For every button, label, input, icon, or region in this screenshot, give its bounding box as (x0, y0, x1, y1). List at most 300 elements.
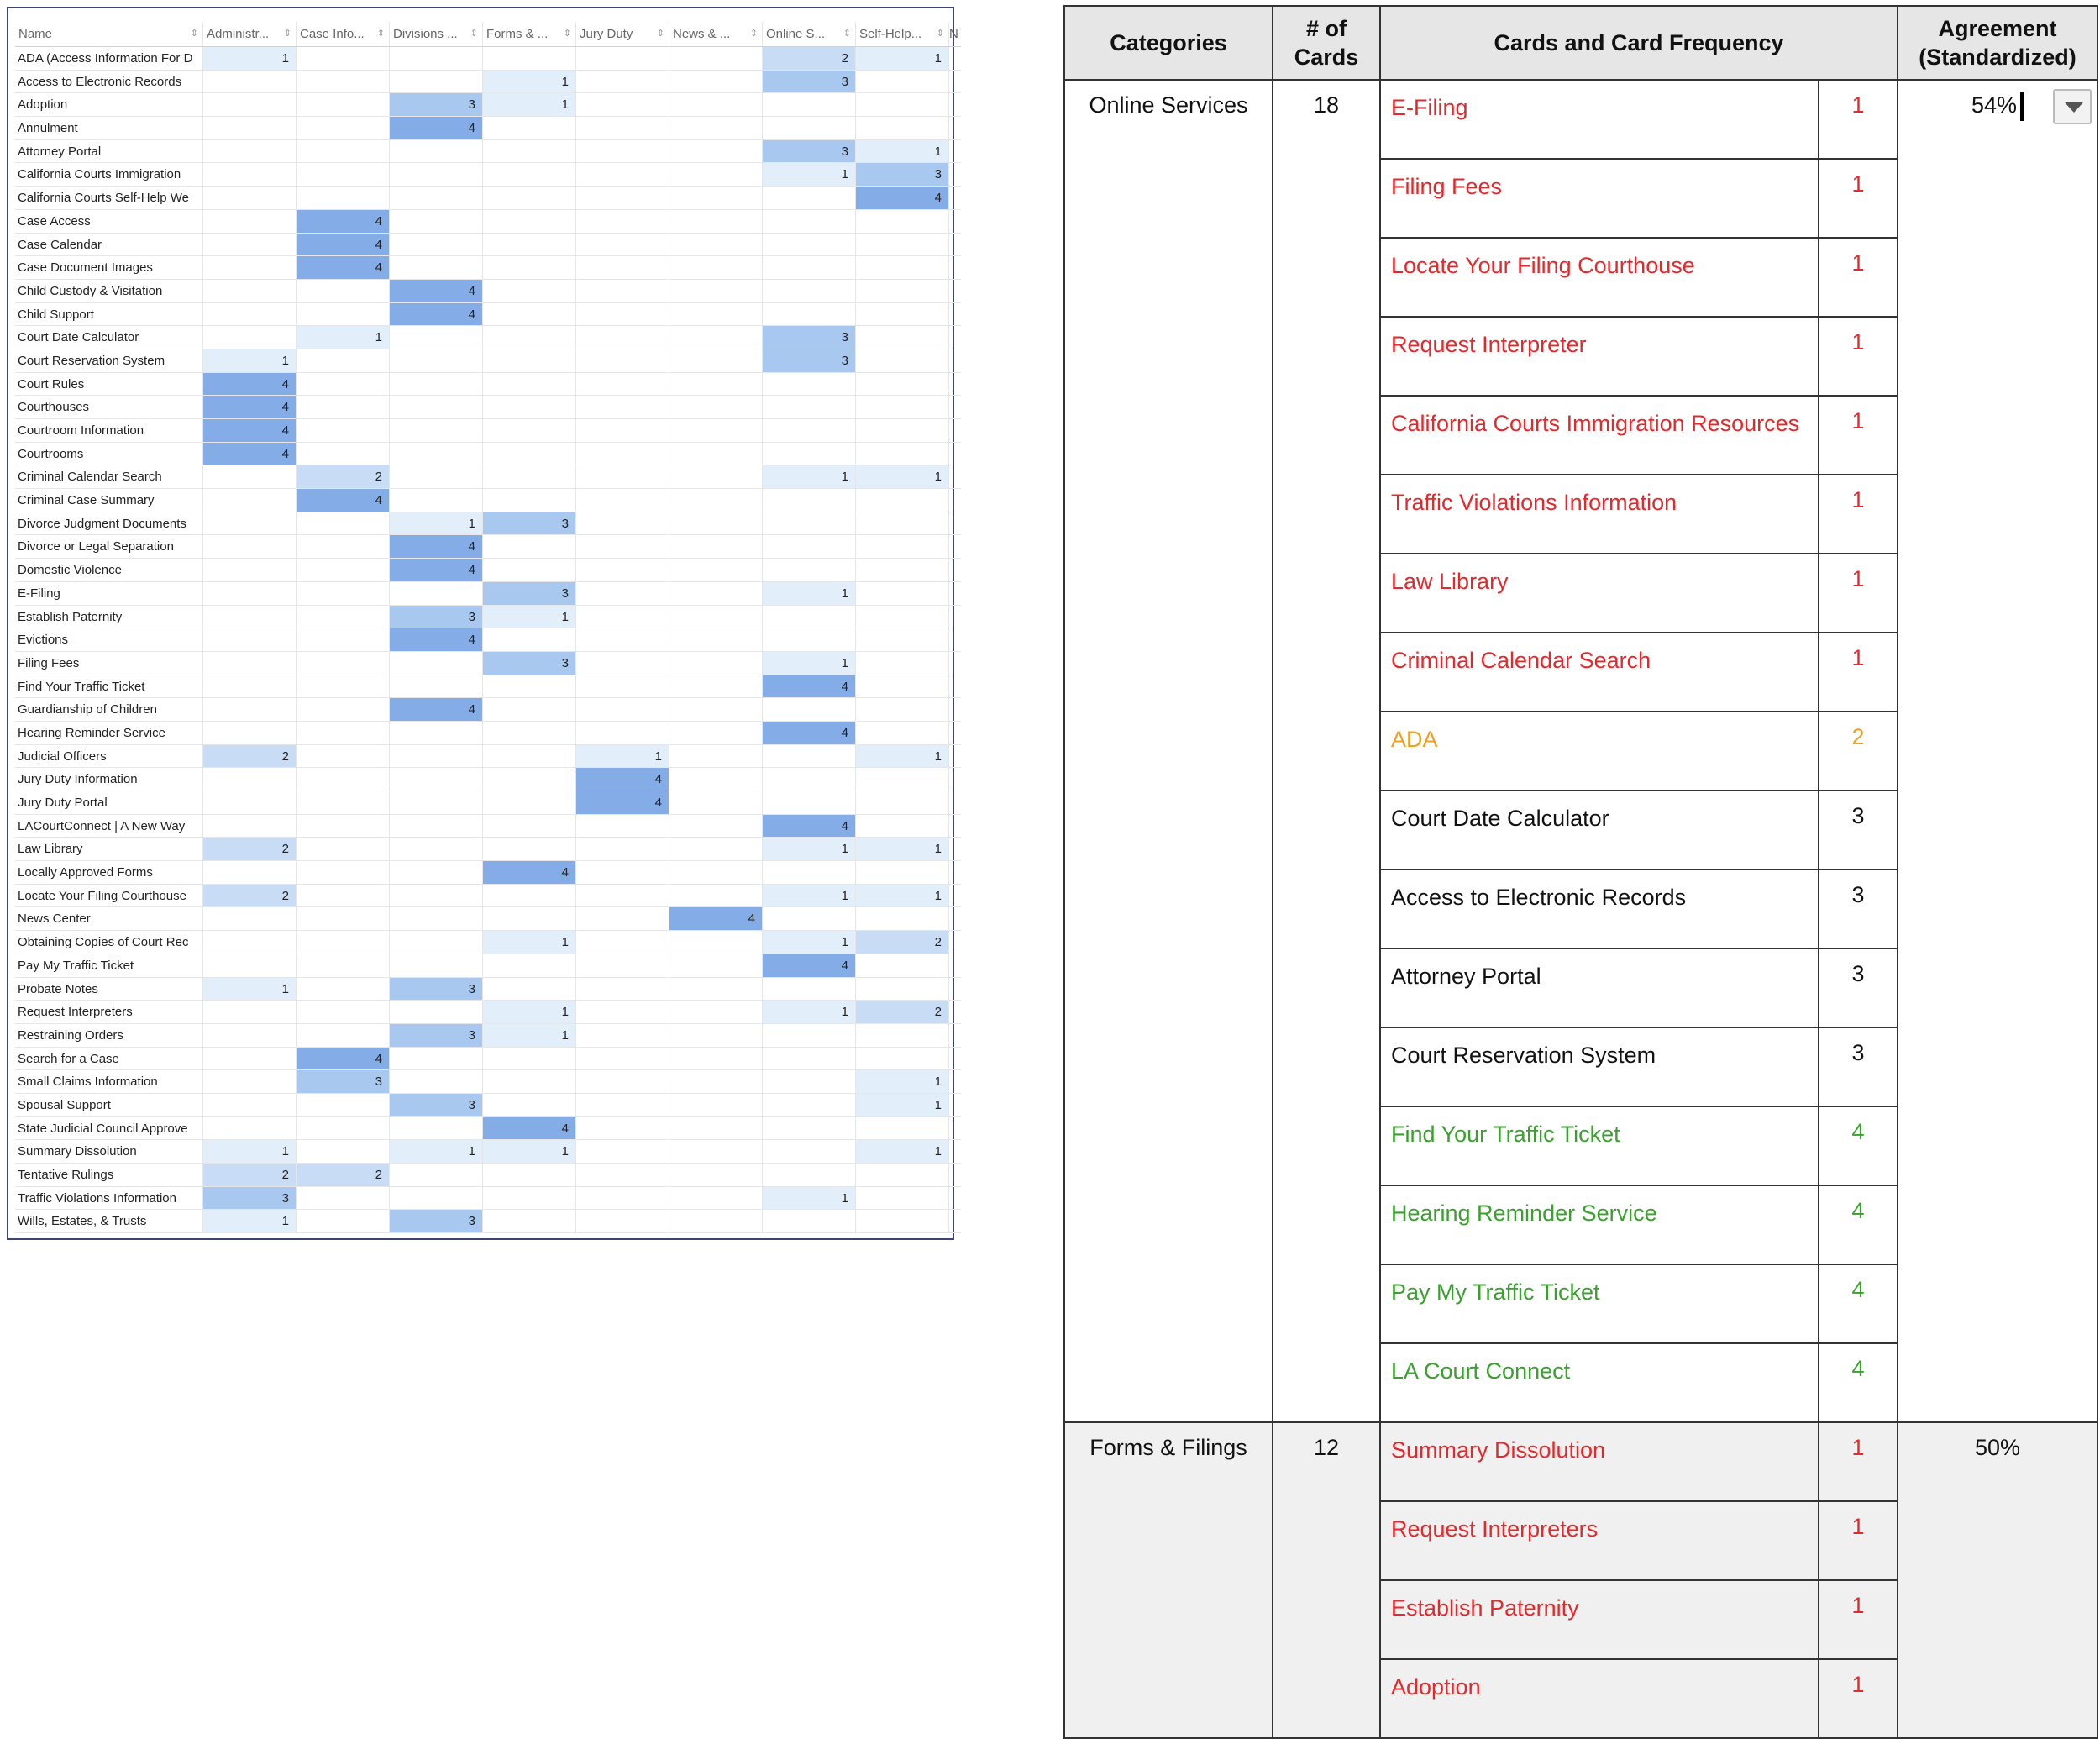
matrix-row (15, 628, 961, 652)
card-name: LA Court Connect (1380, 1343, 1819, 1422)
matrix-cell: 1 (763, 163, 856, 186)
matrix-overflow-cell (949, 606, 961, 628)
card-name: Domestic Violence (15, 559, 203, 581)
matrix-cell (669, 861, 763, 884)
sort-icon[interactable]: ⇕ (190, 29, 198, 39)
matrix-cell (576, 187, 669, 209)
matrix-cell: 1 (856, 465, 949, 488)
card-frequency: 1 (1819, 633, 1898, 712)
matrix-cell (856, 768, 949, 791)
matrix-row (15, 373, 961, 397)
card-name: Hearing Reminder Service (15, 722, 203, 744)
matrix-cell: 1 (763, 582, 856, 605)
matrix-cell: 1 (856, 885, 949, 907)
matrix-cell (856, 443, 949, 465)
matrix-cell (203, 187, 297, 209)
matrix-row (15, 1140, 961, 1164)
matrix-cell: 4 (669, 907, 763, 930)
matrix-cell (203, 907, 297, 930)
matrix-cell (763, 117, 856, 139)
card-name: Filing Fees (15, 652, 203, 675)
card-name: Jury Duty Information (15, 768, 203, 791)
matrix-overflow-cell (949, 815, 961, 838)
matrix-cell: 3 (390, 1094, 483, 1116)
matrix-overflow-cell (949, 396, 961, 418)
matrix-cell (576, 838, 669, 860)
matrix-cell (576, 978, 669, 1001)
matrix-cell (203, 931, 297, 954)
matrix-cell: 3 (297, 1070, 390, 1093)
matrix-cell (576, 396, 669, 418)
matrix-row (15, 745, 961, 769)
matrix-cell (856, 280, 949, 302)
matrix-cell (763, 698, 856, 721)
matrix-cell (669, 1164, 763, 1186)
matrix-cell (483, 1164, 576, 1186)
column-header-category[interactable]: Jury Duty ⇕ (576, 22, 669, 46)
card-name: Find Your Traffic Ticket (1380, 1106, 1819, 1185)
matrix-cell (763, 1164, 856, 1186)
matrix-cell (483, 210, 576, 233)
matrix-cell (483, 907, 576, 930)
matrix-cell (483, 675, 576, 698)
matrix-cell (297, 419, 390, 442)
matrix-cell: 4 (390, 559, 483, 581)
matrix-cell (669, 187, 763, 209)
matrix-cell (483, 954, 576, 977)
sort-icon[interactable]: ⇕ (843, 29, 851, 39)
matrix-cell (856, 489, 949, 512)
matrix-cell (763, 512, 856, 535)
matrix-overflow-cell (949, 535, 961, 558)
card-name: News Center (15, 907, 203, 930)
matrix-row (15, 163, 961, 187)
matrix-cell: 3 (763, 71, 856, 93)
matrix-overflow-cell (949, 93, 961, 116)
matrix-cell (203, 628, 297, 651)
matrix-cell (483, 163, 576, 186)
card-count: 18 (1273, 80, 1380, 1422)
matrix-cell (203, 675, 297, 698)
column-header-overflow[interactable]: N (949, 27, 958, 41)
matrix-cell (576, 698, 669, 721)
matrix-cell (669, 163, 763, 186)
matrix-row (15, 93, 961, 117)
matrix-cell (203, 163, 297, 186)
matrix-cell (576, 1001, 669, 1023)
card-frequency: 3 (1819, 1027, 1898, 1106)
matrix-overflow-cell (949, 628, 961, 651)
matrix-cell (203, 1048, 297, 1070)
card-name: California Courts Immigration Resources (1380, 396, 1819, 475)
matrix-cell (576, 1164, 669, 1186)
column-header-category[interactable]: Online S... ⇕ (763, 22, 856, 46)
matrix-cell: 4 (763, 722, 856, 744)
matrix-cell (763, 606, 856, 628)
categories-header: Categories (1064, 6, 1273, 80)
matrix-cell (297, 443, 390, 465)
category-summary-table (1063, 5, 2098, 1739)
matrix-cell (297, 838, 390, 860)
matrix-cell (203, 489, 297, 512)
matrix-cell (576, 303, 669, 326)
matrix-cell (297, 1001, 390, 1023)
matrix-cell: 1 (390, 1140, 483, 1163)
matrix-cell (763, 768, 856, 791)
card-name: Hearing Reminder Service (1380, 1185, 1819, 1264)
matrix-cell (390, 47, 483, 70)
matrix-cell (576, 465, 669, 488)
matrix-cell (669, 349, 763, 372)
agreement-value: 50% (1974, 1435, 2021, 1460)
card-name: LACourtConnect | A New Way (15, 815, 203, 838)
card-name: Restraining Orders (15, 1024, 203, 1047)
card-name: E-Filing (1380, 80, 1819, 159)
matrix-row (15, 256, 961, 280)
matrix-cell (576, 163, 669, 186)
matrix-cell (390, 768, 483, 791)
matrix-cell (297, 1210, 390, 1232)
matrix-overflow-cell (949, 489, 961, 512)
matrix-cell (576, 675, 669, 698)
card-frequency: 4 (1819, 1264, 1898, 1343)
matrix-cell: 4 (763, 815, 856, 838)
matrix-cell (390, 582, 483, 605)
card-name: Summary Dissolution (1380, 1422, 1819, 1501)
text-cursor (2020, 92, 2024, 121)
matrix-cell: 2 (203, 885, 297, 907)
card-name: ADA (1380, 712, 1819, 791)
matrix-cell (576, 1048, 669, 1070)
matrix-cell: 1 (856, 140, 949, 163)
card-name: Search for a Case (15, 1048, 203, 1070)
card-name: Case Access (15, 210, 203, 233)
matrix-cell (483, 396, 576, 418)
matrix-cell (763, 373, 856, 396)
matrix-overflow-cell (949, 559, 961, 581)
matrix-row (15, 1117, 961, 1141)
matrix-cell (297, 885, 390, 907)
card-name: Request Interpreter (1380, 317, 1819, 396)
matrix-cell (483, 559, 576, 581)
matrix-cell (297, 396, 390, 418)
matrix-cell (856, 1187, 949, 1210)
sort-icon[interactable]: ⇕ (563, 29, 571, 39)
matrix-body (15, 47, 961, 1233)
matrix-cell (856, 791, 949, 814)
card-name: State Judicial Council Approve (15, 1117, 203, 1140)
matrix-cell: 1 (483, 1140, 576, 1163)
matrix-cell (483, 349, 576, 372)
matrix-overflow-cell (949, 280, 961, 302)
matrix-row (15, 443, 961, 466)
matrix-cell: 4 (297, 234, 390, 256)
summary-row (1064, 1422, 2097, 1501)
matrix-row (15, 768, 961, 791)
matrix-overflow-cell (949, 465, 961, 488)
matrix-row (15, 140, 961, 164)
matrix-overflow-cell (949, 187, 961, 209)
matrix-cell (483, 815, 576, 838)
matrix-cell (297, 163, 390, 186)
card-name: Evictions (15, 628, 203, 651)
matrix-cell (856, 1117, 949, 1140)
matrix-cell (483, 489, 576, 512)
card-count: 12 (1273, 1422, 1380, 1738)
matrix-cell (856, 1048, 949, 1070)
matrix-cell (856, 722, 949, 744)
matrix-cell (669, 396, 763, 418)
matrix-cell (203, 698, 297, 721)
agreement-header: Agreement (Standardized) (1898, 6, 2097, 80)
card-name: Adoption (1380, 1659, 1819, 1738)
card-name: Courthouses (15, 396, 203, 418)
matrix-header-row (15, 22, 961, 47)
num-cards-header: # of Cards (1273, 6, 1380, 80)
matrix-overflow-cell (949, 1187, 961, 1210)
matrix-cell (297, 559, 390, 581)
matrix-overflow-cell (949, 768, 961, 791)
matrix-row (15, 559, 961, 582)
matrix-cell (669, 234, 763, 256)
matrix-cell: 3 (763, 326, 856, 349)
matrix-cell: 3 (763, 140, 856, 163)
matrix-cell (203, 465, 297, 488)
card-name: Law Library (15, 838, 203, 860)
matrix-cell (390, 1117, 483, 1140)
column-header-category[interactable]: Forms & ... ⇕ (483, 22, 576, 46)
matrix-cell: 1 (856, 745, 949, 768)
card-name: California Courts Self-Help We (15, 187, 203, 209)
sort-icon[interactable]: ⇕ (283, 29, 291, 39)
matrix-cell (483, 885, 576, 907)
matrix-cell (856, 71, 949, 93)
matrix-cell (483, 1048, 576, 1070)
column-header-category[interactable]: News & ... ⇕ (669, 22, 763, 46)
matrix-cell (576, 907, 669, 930)
matrix-cell (669, 512, 763, 535)
matrix-row (15, 535, 961, 559)
matrix-overflow-cell (949, 512, 961, 535)
card-name: Establish Paternity (15, 606, 203, 628)
matrix-cell (390, 373, 483, 396)
matrix-cell: 1 (763, 1001, 856, 1023)
card-name: Guardianship of Children (15, 698, 203, 721)
matrix-cell (669, 745, 763, 768)
matrix-row (15, 722, 961, 745)
matrix-cell: 2 (763, 47, 856, 70)
agreement-cell[interactable] (1898, 80, 2097, 1422)
matrix-cell (483, 1094, 576, 1116)
matrix-cell (203, 256, 297, 279)
card-name: Wills, Estates, & Trusts (15, 1210, 203, 1232)
matrix-row (15, 465, 961, 489)
matrix-cell: 4 (390, 303, 483, 326)
column-header-name[interactable]: Name ⇕ (15, 22, 203, 46)
matrix-cell (203, 722, 297, 744)
sort-icon[interactable]: ⇕ (470, 29, 478, 39)
column-header-category[interactable]: Case Info... ⇕ (297, 22, 390, 46)
card-name: Court Reservation System (15, 349, 203, 372)
matrix-cell (576, 628, 669, 651)
matrix-cell: 1 (856, 47, 949, 70)
sort-icon[interactable]: ⇕ (376, 29, 385, 39)
matrix-cell: 4 (576, 768, 669, 791)
matrix-cell (669, 1187, 763, 1210)
matrix-cell (390, 349, 483, 372)
sort-icon[interactable]: ⇕ (936, 29, 944, 39)
chevron-down-icon[interactable] (2053, 89, 2092, 124)
matrix-cell (390, 210, 483, 233)
matrix-cell (669, 628, 763, 651)
matrix-cell (763, 234, 856, 256)
matrix-cell (856, 373, 949, 396)
matrix-cell (390, 675, 483, 698)
matrix-cell (576, 210, 669, 233)
matrix-cell (390, 815, 483, 838)
matrix-cell (763, 419, 856, 442)
sort-icon[interactable]: ⇕ (749, 29, 758, 39)
matrix-cell (856, 954, 949, 977)
matrix-cell (576, 1070, 669, 1093)
matrix-cell (856, 396, 949, 418)
matrix-cell (856, 117, 949, 139)
matrix-cell (856, 326, 949, 349)
matrix-cell: 4 (297, 1048, 390, 1070)
matrix-cell (669, 559, 763, 581)
matrix-row (15, 489, 961, 512)
matrix-row (15, 71, 961, 94)
matrix-cell (390, 1070, 483, 1093)
card-name: Access to Electronic Records (1380, 870, 1819, 948)
matrix-overflow-cell (949, 652, 961, 675)
matrix-cell (390, 187, 483, 209)
column-header-category[interactable]: Administr... ⇕ (203, 22, 297, 46)
matrix-row (15, 907, 961, 931)
card-name: Filing Fees (1380, 159, 1819, 238)
matrix-cell (576, 652, 669, 675)
card-name: ADA (Access Information For D (15, 47, 203, 70)
matrix-cell (763, 396, 856, 418)
matrix-cell (297, 745, 390, 768)
matrix-cell (297, 93, 390, 116)
matrix-cell (856, 1210, 949, 1232)
matrix-cell (856, 234, 949, 256)
matrix-cell (390, 745, 483, 768)
matrix-cell (856, 698, 949, 721)
matrix-cell (669, 443, 763, 465)
matrix-overflow-cell (949, 1048, 961, 1070)
matrix-cell (669, 768, 763, 791)
column-header-category[interactable]: Divisions ... ⇕ (390, 22, 483, 46)
matrix-cell: 4 (576, 791, 669, 814)
matrix-cell (669, 838, 763, 860)
card-name: Traffic Violations Information (15, 1187, 203, 1210)
matrix-overflow-cell (949, 978, 961, 1001)
matrix-cell (576, 954, 669, 977)
matrix-cell (203, 582, 297, 605)
card-name: Case Document Images (15, 256, 203, 279)
matrix-overflow-cell (949, 71, 961, 93)
matrix-cell (576, 815, 669, 838)
card-frequency: 1 (1819, 238, 1898, 317)
matrix-cell (390, 907, 483, 930)
matrix-cell: 4 (390, 117, 483, 139)
matrix-cell (576, 931, 669, 954)
matrix-cell: 1 (763, 885, 856, 907)
matrix-cell (483, 326, 576, 349)
matrix-cell (297, 978, 390, 1001)
matrix-cell: 4 (483, 861, 576, 884)
sort-icon[interactable]: ⇕ (656, 29, 664, 39)
column-header-category[interactable]: Self-Help... ⇕ (856, 22, 949, 46)
matrix-cell (763, 187, 856, 209)
matrix-row (15, 280, 961, 303)
agreement-value[interactable]: 54% (1971, 92, 2018, 118)
matrix-cell (669, 117, 763, 139)
matrix-cell: 4 (297, 489, 390, 512)
matrix-cell: 1 (483, 931, 576, 954)
card-frequency: 4 (1819, 1106, 1898, 1185)
matrix-overflow-cell (949, 117, 961, 139)
matrix-cell (669, 93, 763, 116)
card-name: Child Support (15, 303, 203, 326)
matrix-cell (576, 443, 669, 465)
matrix-cell (669, 303, 763, 326)
card-name: Court Date Calculator (15, 326, 203, 349)
matrix-cell (203, 303, 297, 326)
card-name: California Courts Immigration (15, 163, 203, 186)
matrix-row (15, 815, 961, 838)
matrix-cell: 3 (390, 978, 483, 1001)
card-name: Court Date Calculator (1380, 791, 1819, 870)
matrix-cell (390, 722, 483, 744)
matrix-cell (669, 465, 763, 488)
matrix-cell (763, 1140, 856, 1163)
matrix-row (15, 349, 961, 373)
matrix-cell (669, 978, 763, 1001)
matrix-cell (576, 1210, 669, 1232)
matrix-cell (390, 234, 483, 256)
card-name: Locally Approved Forms (15, 861, 203, 884)
matrix-cell (297, 954, 390, 977)
card-name: Pay My Traffic Ticket (1380, 1264, 1819, 1343)
matrix-cell (856, 907, 949, 930)
matrix-overflow-cell (949, 885, 961, 907)
card-name: Obtaining Copies of Court Rec (15, 931, 203, 954)
matrix-cell (669, 815, 763, 838)
matrix-cell (203, 1001, 297, 1023)
matrix-cell (203, 512, 297, 535)
matrix-overflow-cell (949, 1164, 961, 1186)
matrix-row (15, 1094, 961, 1117)
matrix-cell (669, 791, 763, 814)
matrix-cell (856, 582, 949, 605)
matrix-cell (576, 861, 669, 884)
card-frequency: 1 (1819, 80, 1898, 159)
matrix-cell (669, 582, 763, 605)
matrix-cell: 2 (203, 838, 297, 860)
matrix-overflow-cell (949, 1094, 961, 1116)
card-name: Attorney Portal (15, 140, 203, 163)
matrix-cell (203, 559, 297, 581)
matrix-cell: 3 (390, 1210, 483, 1232)
matrix-cell: 1 (390, 512, 483, 535)
matrix-cell (203, 140, 297, 163)
matrix-overflow-cell (949, 675, 961, 698)
matrix-overflow-cell (949, 47, 961, 70)
matrix-cell (297, 349, 390, 372)
